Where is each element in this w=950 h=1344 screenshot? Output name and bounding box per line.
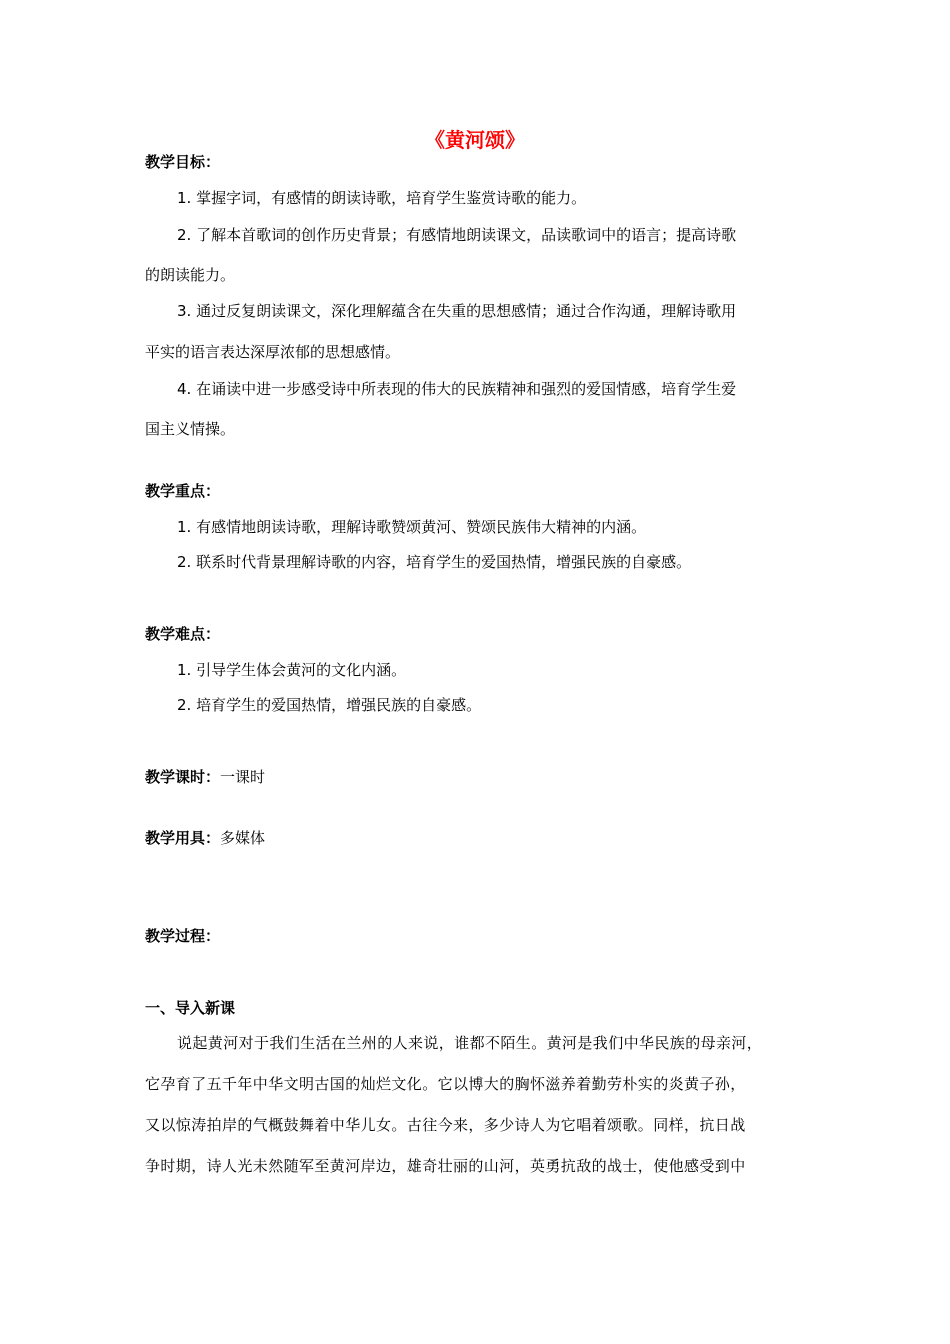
document-title: 《黄河颂》	[425, 128, 525, 152]
difficulty-line: 2. 培育学生的爱国热情，增强民族的自豪感。	[177, 696, 482, 714]
difficulty-line: 1. 引导学生体会黄河的文化内涵。	[177, 661, 407, 679]
class-hours-value: 一课时	[220, 768, 266, 786]
section-heading: 一、导入新课	[145, 999, 236, 1017]
key-point-line: 2. 联系时代背景理解诗歌的内容，培育学生的爱国热情，增强民族的自豪感。	[177, 553, 692, 571]
key-point-line: 1. 有感情地朗读诗歌，理解诗歌赞颂黄河、赞颂民族伟大精神的内涵。	[177, 518, 647, 536]
paragraph-line: 它孕育了五千年中华文明古国的灿烂文化。它以博大的胸怀滋养着勤劳朴实的炎黄子孙，	[145, 1075, 746, 1093]
objective-line: 1. 掌握字词，有感情的朗读诗歌，培育学生鉴赏诗歌的能力。	[177, 189, 587, 207]
objective-line: 国主义情操。	[145, 420, 236, 438]
objective-line: 3. 通过反复朗读课文，深化理解蕴含在失重的思想感情；通过合作沟通，理解诗歌用	[177, 302, 737, 320]
tools-label: 教学用具：	[145, 829, 221, 847]
tools-value: 多媒体	[220, 829, 266, 847]
difficulties-heading: 教学难点：	[145, 625, 221, 643]
tools-row	[145, 827, 265, 849]
objective-line: 的朗读能力。	[145, 266, 236, 284]
class-hours-label: 教学课时：	[145, 768, 221, 786]
objective-line: 4. 在诵读中进一步感受诗中所表现的伟大的民族精神和强烈的爱国情感，培育学生爱	[177, 380, 737, 398]
objective-line: 2. 了解本首歌词的创作历史背景；有感情地朗读课文，品读歌词中的语言；提高诗歌	[177, 226, 737, 244]
paragraph-line: 争时期，诗人光未然随军至黄河岸边，雄奇壮丽的山河，英勇抗敌的战士，使他感受到中	[145, 1157, 746, 1175]
paragraph-line: 又以惊涛拍岸的气概鼓舞着中华儿女。古往今来，多少诗人为它唱着颂歌。同样，抗日战	[145, 1116, 746, 1134]
objective-line: 平实的语言表达深厚浓郁的思想感情。	[145, 343, 401, 361]
objectives-heading: 教学目标：	[145, 153, 221, 171]
class-hours-row	[145, 766, 265, 788]
paragraph-line: 说起黄河对于我们生活在兰州的人来说，谁都不陌生。黄河是我们中华民族的母亲河，	[177, 1034, 763, 1052]
process-heading: 教学过程：	[145, 927, 221, 945]
key-points-heading: 教学重点：	[145, 482, 221, 500]
